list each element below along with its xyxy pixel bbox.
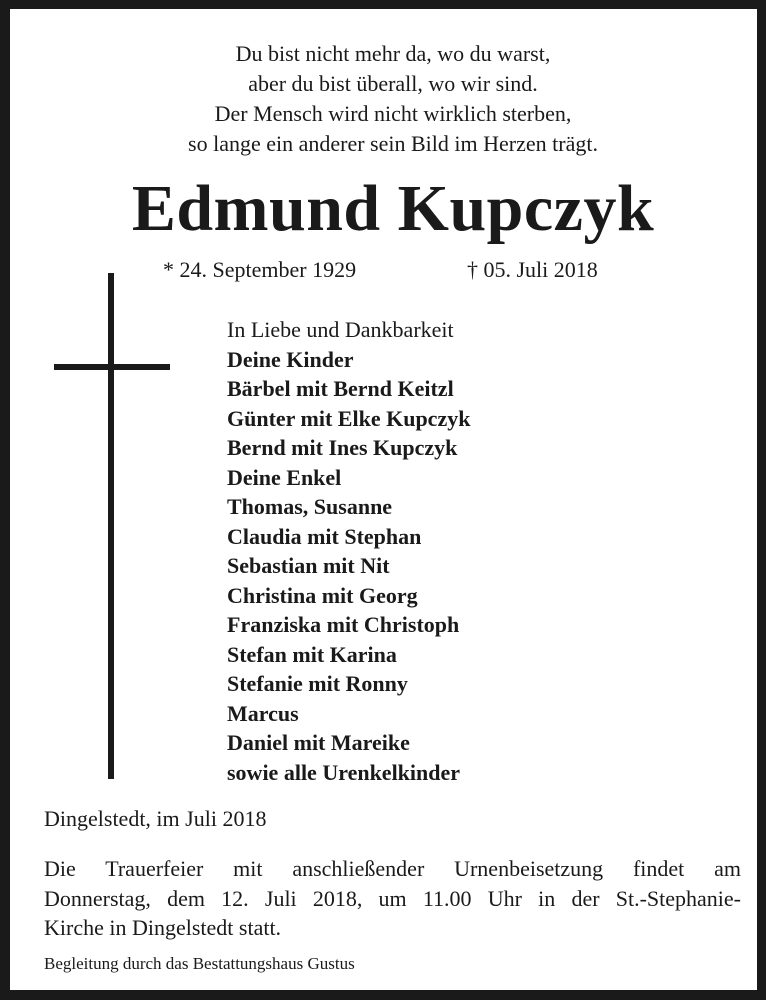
mourner-line: Christina mit Georg [227, 582, 418, 608]
funeral-line: Die Trauerfeier mit anschließender Urnenbeisetzung findet am [44, 856, 741, 881]
mourner-line: Daniel mit Mareike [227, 730, 410, 755]
mourner-line: Franziska mit Christoph [227, 612, 460, 637]
poem-line: Du bist nicht mehr da, wo du warst, [235, 41, 551, 66]
funeral-line: Donnerstag, dem 12. Juli 2018, um 11.00 Uhr in der St.-Stephanie- [44, 885, 741, 911]
funeral-line: Kirche in Dingelstedt statt. [44, 915, 282, 940]
birth-date: * 24. September 1929 [163, 257, 357, 282]
mourner-line: Stefan mit Karina [227, 641, 397, 667]
poem-line: so lange ein anderer sein Bild im Herzen trägt. [188, 131, 598, 156]
mourner-line: Thomas, Susanne [227, 494, 393, 519]
mourner-line: Bärbel mit Bernd Keitzl [227, 376, 454, 401]
mourner-line: Marcus [227, 700, 299, 726]
funeral-notice [44, 854, 741, 943]
memorial-poem [10, 39, 766, 159]
mourner-line: Sebastian mit Nit [227, 553, 390, 578]
mourner-line: sowie alle Urenkelkinder [227, 759, 461, 785]
undertaker-note: Begleitung durch das Bestattungshaus Gustus [44, 954, 355, 973]
poem-line: Der Mensch wird nicht wirklich sterben, [214, 101, 572, 126]
death-date: † 05. Juli 2018 [467, 257, 598, 282]
mourner-line: Bernd mit Ines Kupczyk [227, 435, 458, 460]
poem-line: aber du bist überall, wo wir sind. [248, 71, 538, 96]
mourner-line: Deine Kinder [227, 346, 354, 372]
mourner-line: Deine Enkel [227, 464, 342, 490]
cross-vertical-bar [108, 273, 114, 779]
mourner-line: Stefanie mit Ronny [227, 671, 408, 696]
place-and-date: Dingelstedt, im Juli 2018 [44, 806, 267, 831]
mourners-intro: In Liebe und Dankbarkeit [227, 317, 454, 342]
mourner-line: Günter mit Elke Kupczyk [227, 405, 471, 431]
deceased-name: Edmund Kupczyk [131, 172, 655, 245]
mourners-list [227, 315, 470, 787]
mourner-line: Claudia mit Stephan [227, 523, 422, 549]
cross-horizontal-bar [54, 364, 170, 370]
